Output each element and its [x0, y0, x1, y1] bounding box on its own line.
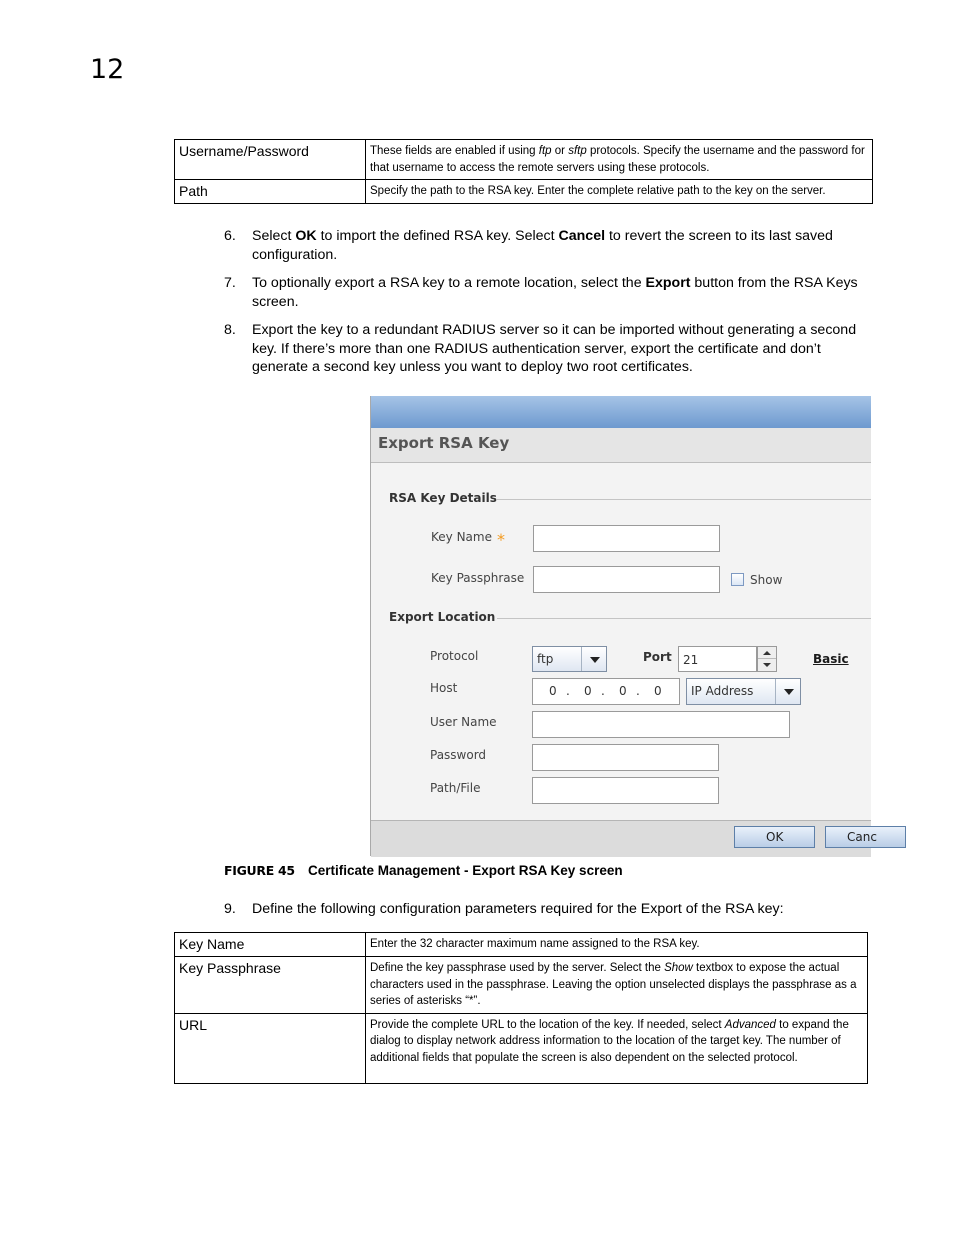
show-checkbox[interactable] [731, 573, 744, 586]
table-description: Define the key passphrase used by the server. Select the Show textbox to expose the actual characters used in the passphrase. Leaving the option unselected displays the passphrase as a series of asterisks “*”. [366, 957, 868, 1014]
window-top-bar [371, 396, 871, 428]
table-row [175, 180, 873, 204]
table-row [175, 140, 873, 180]
ip-octet: 0 [654, 684, 662, 698]
path-file-label: Path/File [430, 781, 481, 795]
host-ip-input[interactable] [532, 678, 680, 705]
port-value: 21 [683, 653, 699, 667]
step-number: 8. [224, 322, 236, 338]
dialog-title: Export RSA Key [378, 434, 510, 452]
step-number: 6. [224, 228, 236, 244]
spinner-down-icon[interactable] [758, 659, 776, 671]
table-description: These fields are enabled if using ftp or sftp protocols. Specify the username and the password for that username to access the remote servers using these protocols. [366, 140, 873, 180]
ip-octet: 0 [549, 684, 557, 698]
chevron-down-icon [581, 647, 606, 671]
port-spinner[interactable] [757, 646, 777, 672]
table-description: Enter the 32 character maximum name assigned to the RSA key. [366, 933, 868, 957]
ok-button[interactable]: OK [734, 826, 815, 848]
protocol-value: ftp [537, 652, 554, 666]
key-passphrase-label: Key Passphrase [431, 571, 525, 585]
port-label: Port [643, 650, 672, 664]
table-row [175, 957, 868, 1014]
cancel-button[interactable]: Canc [825, 826, 906, 848]
table-term: Username/Password [175, 140, 366, 180]
step-text: Export the key to a redundant RADIUS server so it can be imported without generating a second key. If there’s more than one RADIUS authentication server, export the certificate and don’t generate a second key unless you want to deploy two root certificates. [252, 322, 857, 375]
table-term: Key Name [175, 933, 366, 957]
dialog-title-bar [371, 428, 871, 463]
section-divider [497, 499, 871, 500]
host-type-value: IP Address [691, 684, 754, 698]
export-rsa-key-screenshot [370, 396, 877, 856]
show-label: Show [750, 573, 783, 587]
chevron-down-icon [775, 679, 800, 704]
ip-dot: . [601, 684, 605, 698]
step-text: Select OK to import the defined RSA key. Select Cancel to revert the screen to its last saved configuration. [252, 228, 833, 263]
step-text: Define the following configuration parameters required for the Export of the RSA key: [252, 901, 784, 917]
figure-label: FIGURE 45 [224, 863, 295, 878]
ip-octet: 0 [619, 684, 627, 698]
protocol-label: Protocol [430, 649, 479, 663]
table-term: Key Passphrase [175, 957, 366, 1014]
step-text: To optionally export a RSA key to a remote location, select the Export button from the RSA Keys screen. [252, 275, 858, 310]
required-star-icon: * [497, 530, 505, 549]
key-passphrase-input[interactable] [533, 566, 720, 593]
chapter-number: 12 [90, 54, 125, 85]
figure-title: Certificate Management - Export RSA Key screen [308, 863, 623, 878]
host-type-select[interactable] [686, 678, 801, 705]
section-rsa-key-details: RSA Key Details [389, 491, 497, 505]
parameters-table-2 [174, 932, 868, 1084]
key-name-input[interactable] [533, 525, 720, 552]
host-label: Host [430, 681, 458, 695]
step-number: 7. [224, 275, 236, 291]
table-term: URL [175, 1013, 366, 1083]
ip-octet: 0 [584, 684, 592, 698]
parameters-table-1 [174, 139, 873, 204]
username-input[interactable] [532, 711, 790, 738]
section-divider [497, 618, 871, 619]
ip-dot: . [636, 684, 640, 698]
password-label: Password [430, 748, 487, 762]
table-term: Path [175, 180, 366, 204]
table-description: Provide the complete URL to the location of the key. If needed, select Advanced to expand the dialog to display network address information to the location of the target key. The number of additional fields that populate the screen is also dependent on the selected protocol. [366, 1013, 868, 1083]
dialog-footer [371, 820, 877, 857]
step-number: 9. [224, 901, 236, 917]
basic-link[interactable]: Basic [813, 652, 849, 666]
port-input[interactable] [678, 646, 757, 672]
spinner-up-icon[interactable] [758, 647, 776, 659]
table-description: Specify the path to the RSA key. Enter the complete relative path to the key on the server. [366, 180, 873, 204]
username-label: User Name [430, 715, 497, 729]
path-file-input[interactable] [532, 777, 719, 804]
table-row [175, 1013, 868, 1083]
password-input[interactable] [532, 744, 719, 771]
figure-caption [224, 863, 623, 878]
protocol-select[interactable] [532, 646, 607, 672]
table-row [175, 933, 868, 957]
section-export-location: Export Location [389, 610, 496, 624]
ip-dot: . [566, 684, 570, 698]
key-name-label: Key Name [431, 530, 492, 544]
